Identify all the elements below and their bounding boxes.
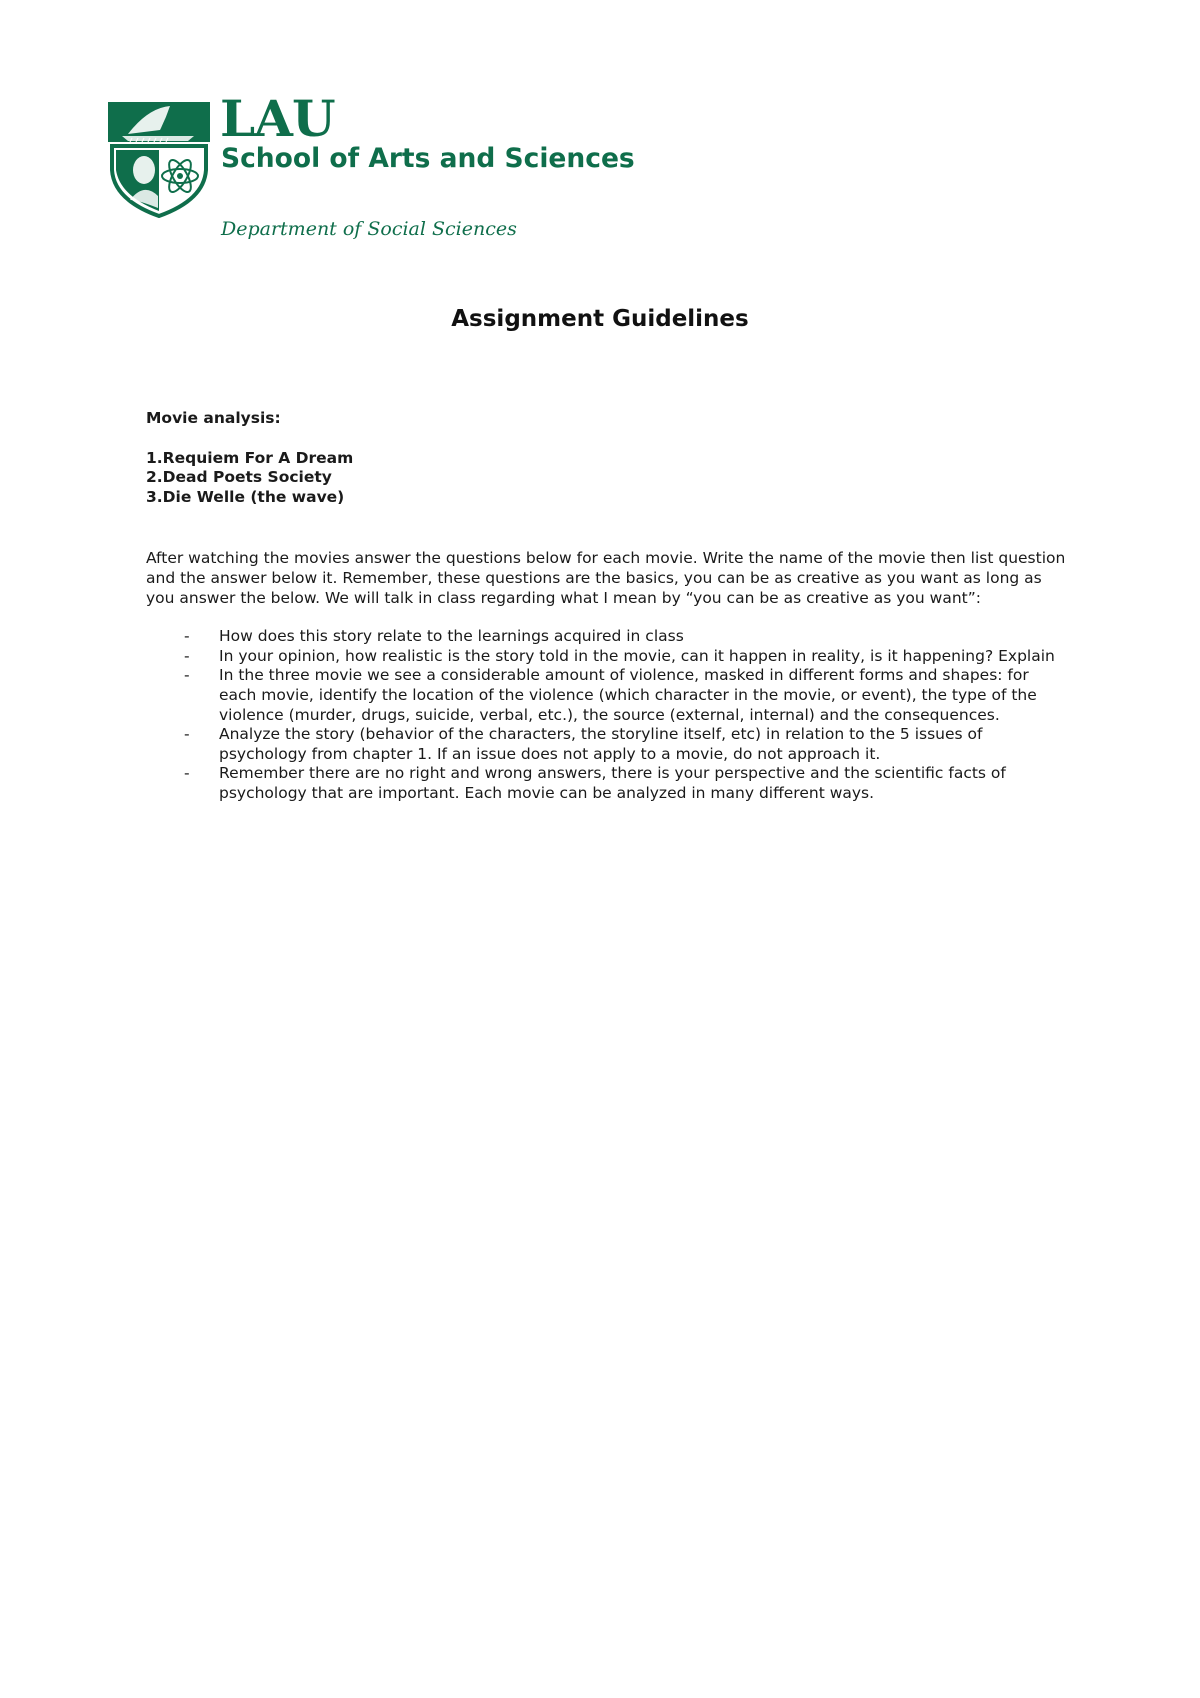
brand-name: LAU bbox=[220, 89, 335, 148]
bullet-dash: - bbox=[184, 725, 190, 744]
question-text: In the three movie we see a considerable amount of violence, masked in different forms and shapes: for each movie, identify the location of the violence (which character in the movie, or event), the type of the violence (murder, drugs, suicide, verbal, etc.), the source (external, internal) and the consequences. bbox=[219, 666, 1037, 724]
section-heading: Movie analysis: bbox=[146, 409, 281, 427]
question-item bbox=[146, 627, 1066, 647]
lau-shield-logo bbox=[108, 100, 210, 218]
question-text: Analyze the story (behavior of the characters, the storyline itself, etc) in relation to the 5 issues of psychology from chapter 1. If an issue does not apply to a movie, do not approach it. bbox=[219, 725, 983, 763]
letterhead bbox=[108, 89, 635, 248]
question-item bbox=[146, 666, 1066, 725]
question-text: In your opinion, how realistic is the story told in the movie, can it happen in reality, is it happening? Explain bbox=[219, 646, 1055, 665]
question-item bbox=[146, 764, 1066, 803]
question-text: Remember there are no right and wrong answers, there is your perspective and the scientific facts of psychology that are important. Each movie can be analyzed in many different ways. bbox=[219, 764, 1006, 802]
movie-item: 2.Dead Poets Society bbox=[146, 468, 332, 487]
question-item bbox=[146, 725, 1066, 764]
document-title: Assignment Guidelines bbox=[451, 306, 749, 332]
movie-item: 3.Die Welle (the wave) bbox=[146, 487, 345, 506]
question-list bbox=[146, 627, 1066, 803]
bullet-dash: - bbox=[184, 764, 190, 783]
document-body bbox=[146, 409, 1066, 804]
school-name: School of Arts and Sciences bbox=[221, 143, 635, 174]
movie-item: 1.Requiem For A Dream bbox=[146, 448, 354, 467]
movie-list bbox=[146, 449, 1066, 508]
question-item bbox=[146, 647, 1066, 667]
bullet-dash: - bbox=[184, 646, 190, 665]
question-text: How does this story relate to the learnings acquired in class bbox=[219, 627, 684, 646]
department-name: Department of Social Sciences bbox=[221, 218, 517, 240]
instructions-paragraph: After watching the movies answer the questions below for each movie. Write the name of the movie then list question and the answer below it. Remember, these questions are the basics, you can be as creative as you want as long as you answer the below. We will talk in class regarding what I mean by “you can be as creative as you want”: bbox=[146, 549, 1066, 607]
bullet-dash: - bbox=[184, 627, 190, 646]
bullet-dash: - bbox=[184, 666, 190, 685]
